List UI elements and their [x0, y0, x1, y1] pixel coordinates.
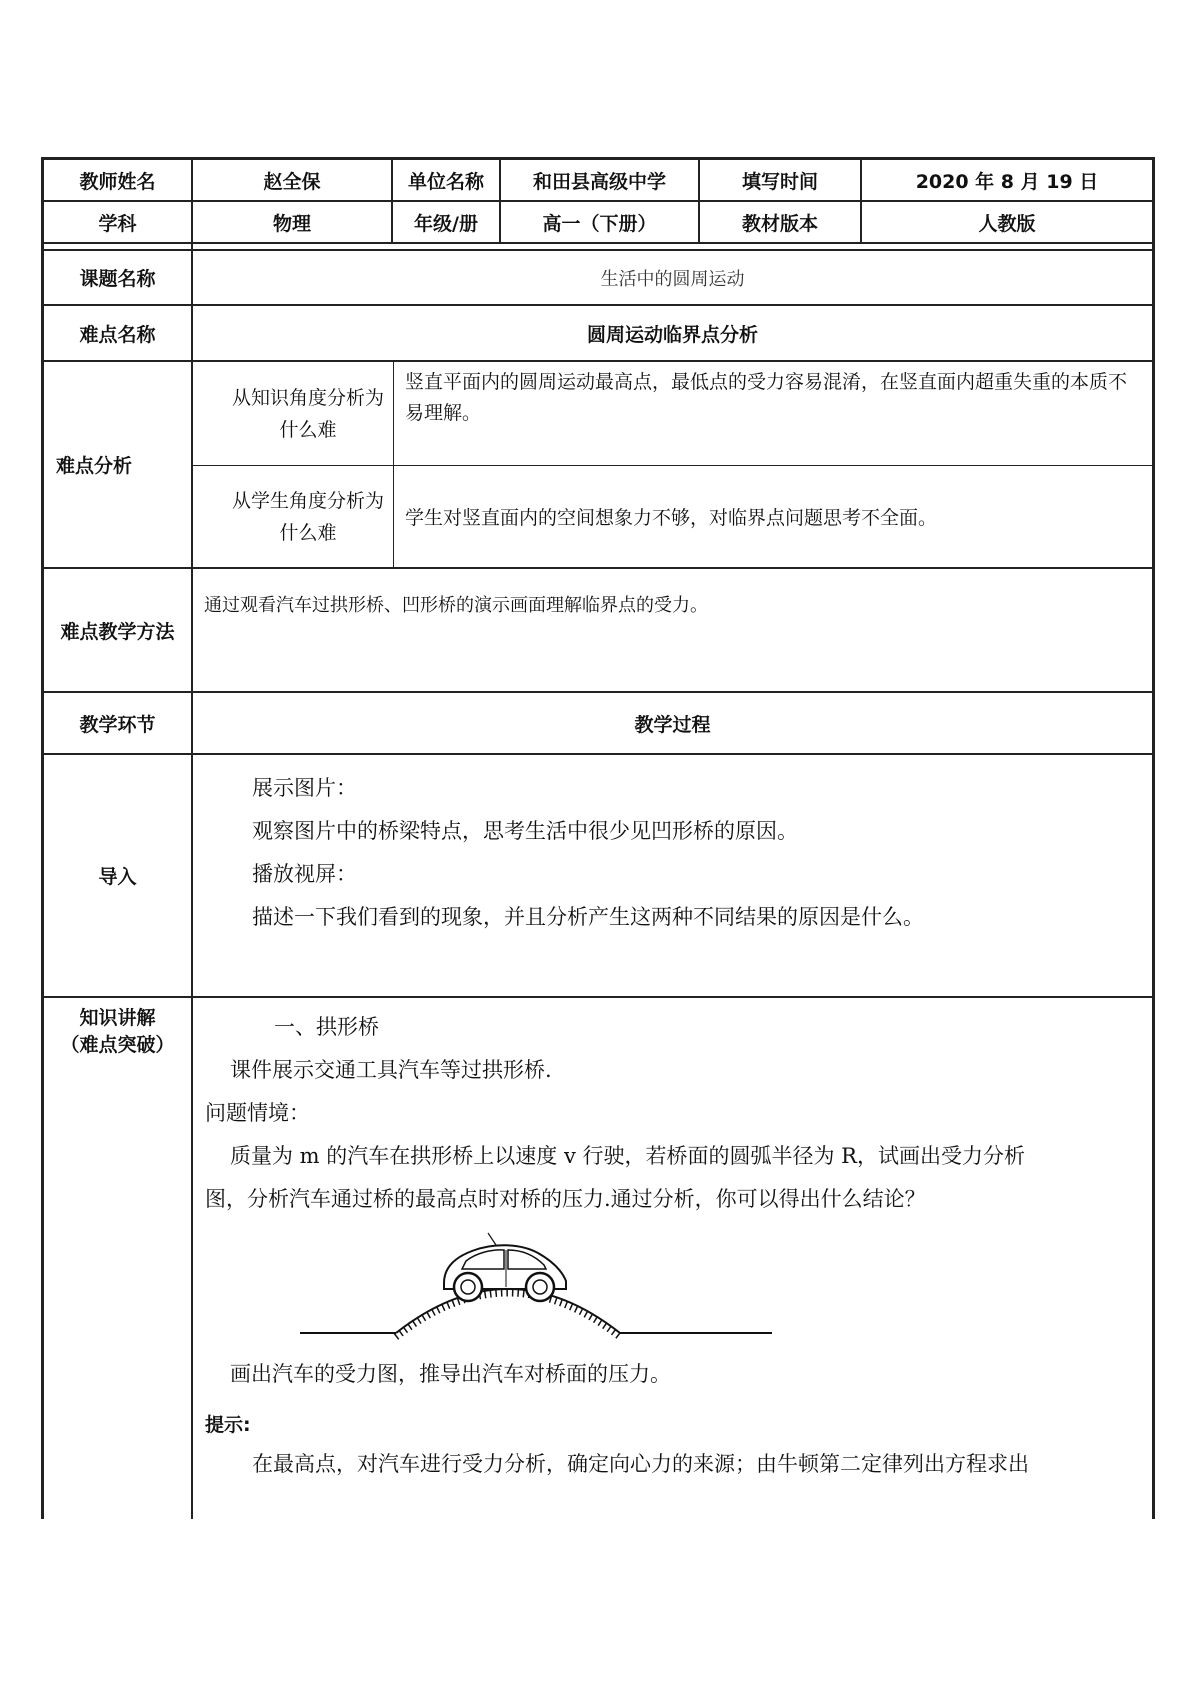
row-line: [41, 360, 1155, 362]
knowledge-line: 问题情境：: [205, 1101, 310, 1125]
intro-line: 播放视屏：: [252, 862, 357, 886]
difficulty-label: 难点名称: [79, 323, 156, 346]
knowledge-line: 在最高点，对汽车进行受力分析，确定向心力的来源；由牛顿第二定律列出方程求出: [252, 1452, 1029, 1476]
lesson-plan-table: [41, 157, 1155, 1519]
row-line: [41, 567, 1155, 569]
subject: 物理: [272, 212, 311, 235]
intro-label: 导入: [98, 866, 137, 888]
knowledge-line: 画出汽车的受力图，推导出汽车对桥面的压力。: [230, 1362, 671, 1386]
fill-time-label: 填写时间: [741, 170, 818, 193]
analysis-label: 难点分析: [56, 455, 133, 477]
unit-name: 和田县高级中学: [532, 170, 666, 193]
subject-label: 学科: [98, 212, 137, 235]
col-line: [393, 360, 394, 568]
student-angle-label: 从学生角度分析为什么难: [231, 489, 384, 544]
intro-line: 观察图片中的桥梁特点，思考生活中很少见凹形桥的原因。: [252, 819, 798, 843]
hint-label: 提示:: [205, 1414, 251, 1436]
topic-label: 课题名称: [79, 268, 156, 290]
col-line: [191, 157, 193, 1519]
topic-value: 生活中的圆周运动: [600, 268, 745, 290]
row-line: [41, 996, 1155, 998]
section-heading: 一、拱形桥: [274, 1015, 379, 1039]
unit-label: 单位名称: [407, 170, 484, 193]
fill-time: 2020 年 8 月 19 日: [915, 170, 1099, 193]
textbook: 人教版: [978, 212, 1036, 235]
car-on-arch-bridge-illustration: [296, 1217, 776, 1347]
grade: 高一（下册）: [542, 212, 657, 235]
knowledge-angle-text: 竖直平面内的圆周运动最高点，最低点的受力容易混淆，在竖直面内超重失重的本质不易理解。: [405, 371, 1128, 424]
process-label: 教学环节: [79, 713, 156, 736]
grade-label: 年级/册: [414, 212, 478, 235]
knowledge-label-line1: 知识讲解: [79, 1006, 156, 1029]
textbook-label: 教材版本: [741, 212, 818, 235]
intro-line: 展示图片：: [252, 776, 357, 800]
method-text: 通过观看汽车过拱形桥、凹形桥的演示画面理解临界点的受力。: [204, 595, 708, 616]
row-line: [41, 753, 1155, 755]
student-angle-text: 学生对竖直面内的空间想象力不够，对临界点问题思考不全面。: [405, 507, 938, 529]
knowledge-line: 课件展示交通工具汽车等过拱形桥.: [230, 1058, 552, 1082]
intro-line: 描述一下我们看到的现象，并且分析产生这两种不同结果的原因是什么。: [252, 905, 924, 929]
knowledge-label-line2: （难点突破）: [60, 1033, 175, 1056]
difficulty-value: 圆周运动临界点分析: [586, 323, 758, 346]
teacher-label: 教师姓名: [79, 170, 156, 193]
teacher-name: 赵全保: [263, 170, 321, 193]
knowledge-line: 质量为 m 的汽车在拱形桥上以速度 v 行驶，若桥面的圆弧半径为 R，试画出受力分析: [230, 1144, 1025, 1168]
knowledge-angle-label: 从知识角度分析为什么难: [231, 386, 384, 441]
method-label: 难点教学方法: [60, 620, 175, 643]
process-value: 教学过程: [634, 713, 711, 736]
knowledge-line: 图，分析汽车通过桥的最高点时对桥的压力.通过分析，你可以得出什么结论？: [205, 1187, 926, 1211]
row-line: [41, 242, 1155, 244]
